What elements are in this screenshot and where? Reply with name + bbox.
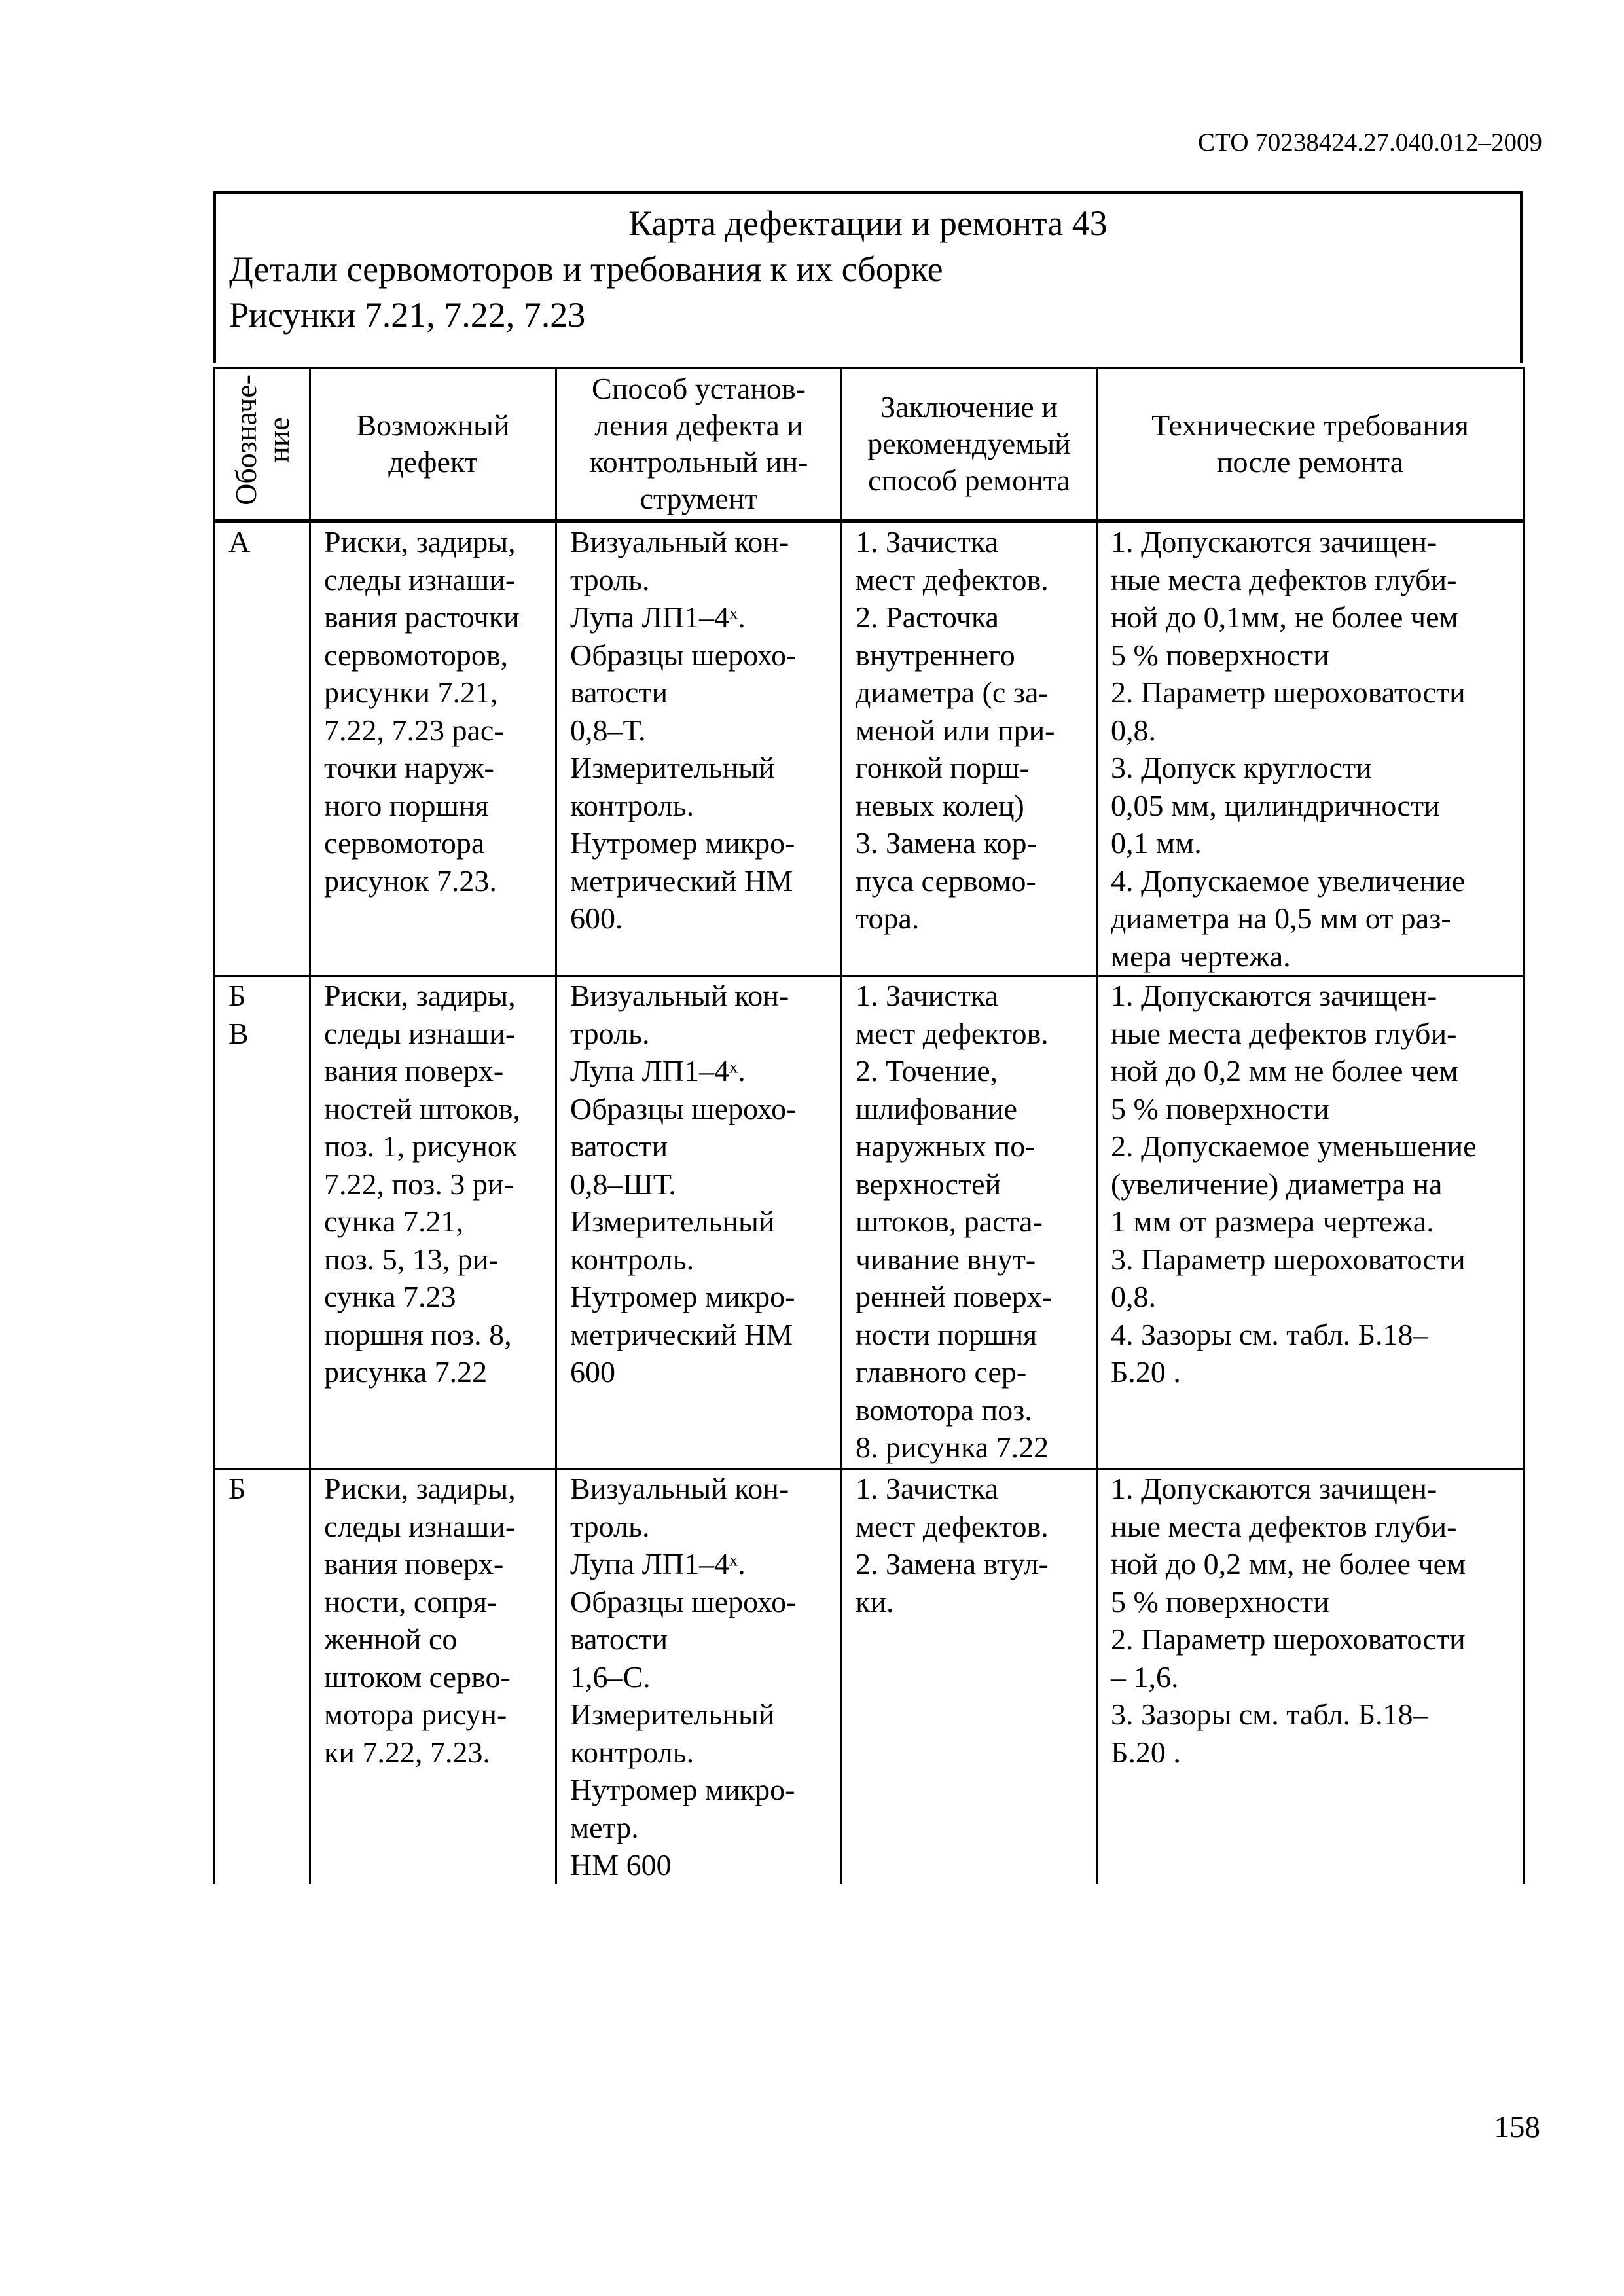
cell-defect: Риски, задиры, следы изнаши- вания поверх- ностей штоков, поз. 1, рисунок 7.22, поз. 3 ри- сунка 7.21, поз. 5, 13, ри- сунка 7.23 поршня поз. 8, рисунка 7.22 — [310, 976, 556, 1469]
cell-method: Визуальный кон- троль. Лупа ЛП1–4ˣ. Образцы шерохо- ватости 1,6–С. Измерительный контроль. Нутромер микро- метр. НМ 600 — [556, 1469, 842, 1884]
page-number: 158 — [1494, 2110, 1540, 2144]
header-conclusion: Заключение и рекомендуемый способ ремонта — [842, 368, 1097, 522]
cell-conclusion: 1. Зачистка мест дефектов. 2. Расточка внутреннего диаметра (с за- меной или при- гонкой порш- невых колец) 3. Замена кор- пуса сервомо- тора. — [842, 521, 1097, 976]
document-code: СТО 70238424.27.040.012–2009 — [1198, 128, 1542, 156]
cell-defect: Риски, задиры, следы изнаши- вания поверх- ности, сопря- женной со штоком серво- мотора рисун- ки 7.22, 7.23. — [310, 1469, 556, 1884]
cell-requirements: 1. Допускаются зачищен- ные места дефектов глуби- ной до 0,1мм, не более чем 5 % поверхности 2. Параметр шероховатости 0,8. 3. Допуск круглости 0,05 мм, цилиндричности 0,1 мм. 4. Допускаемое увеличение диаметра на 0,5 мм от раз- мера чертежа. — [1097, 521, 1524, 976]
cell-conclusion: 1. Зачистка мест дефектов. 2. Замена втул- ки. — [842, 1469, 1097, 1884]
card-subtitle: Детали сервомоторов и требования к их сборке — [229, 249, 943, 289]
header-requirements: Технические требования после ремонта — [1097, 368, 1524, 522]
cell-designation: А — [215, 521, 310, 976]
cell-method: Визуальный кон- троль. Лупа ЛП1–4ˣ. Образцы шерохо- ватости 0,8–Т. Измерительный контроль. Нутромер микро- метрический НМ 600. — [556, 521, 842, 976]
header-method: Способ установ- ления дефекта и контрольный ин- струмент — [556, 368, 842, 522]
cell-requirements: 1. Допускаются зачищен- ные места дефектов глуби- ной до 0,2 мм не более чем 5 % поверхности 2. Допускаемое уменьшение (увеличение) диаметра на 1 мм от размера чертежа. 3. Параметр шероховатости 0,8. 4. Зазоры см. табл. Б.18– Б.20 . — [1097, 976, 1524, 1469]
cell-designation: Б — [215, 1469, 310, 1884]
header-designation — [215, 368, 310, 522]
card-figures: Рисунки 7.21, 7.22, 7.23 — [229, 295, 586, 335]
cell-requirements: 1. Допускаются зачищен- ные места дефектов глуби- ной до 0,2 мм, не более чем 5 % поверхности 2. Параметр шероховатости – 1,6. 3. Зазоры см. табл. Б.18– Б.20 . — [1097, 1469, 1524, 1884]
cell-designation: Б В — [215, 976, 310, 1469]
table-row — [215, 976, 1524, 1469]
defect-card — [213, 191, 1523, 1884]
card-title: Карта дефектации и ремонта 43 — [628, 204, 1108, 243]
table-row — [215, 1469, 1524, 1884]
header-designation-text: Обозначе- ние — [228, 374, 295, 505]
cell-conclusion: 1. Зачистка мест дефектов. 2. Точение, шлифование наружных по- верхностей штоков, раста- чивание внут- ренней поверх- ности поршня главного сер- вомотора поз. 8. рисунка 7.22 — [842, 976, 1097, 1469]
header-defect: Возможный дефект — [310, 368, 556, 522]
defects-table — [213, 367, 1525, 1884]
table-row — [215, 521, 1524, 976]
table-header-row — [215, 368, 1524, 522]
cell-method: Визуальный кон- троль. Лупа ЛП1–4ˣ. Образцы шерохо- ватости 0,8–ШТ. Измерительный контроль. Нутромер микро- метрический НМ 600 — [556, 976, 842, 1469]
cell-defect: Риски, задиры, следы изнаши- вания расточки сервомоторов, рисунки 7.21, 7.22, 7.23 рас- точки наруж- ного поршня сервомотора рисунок 7.23. — [310, 521, 556, 976]
card-header — [213, 191, 1523, 363]
